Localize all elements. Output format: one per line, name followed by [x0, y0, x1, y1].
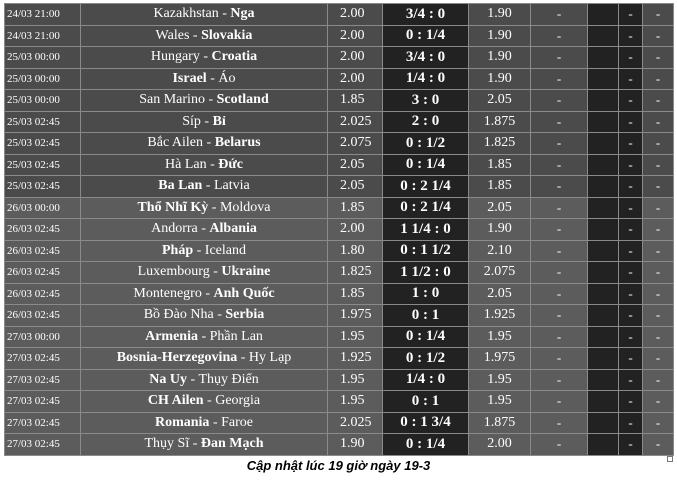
home-team: Na Uy — [149, 371, 188, 387]
team-separator: - — [200, 113, 213, 129]
empty-cell: - — [531, 412, 588, 434]
empty-cell: - — [643, 412, 674, 434]
empty-cell: - — [643, 283, 674, 305]
home-team: Israel — [172, 70, 207, 86]
away-team: Faroe — [221, 414, 253, 430]
table-row — [5, 283, 674, 305]
match-time: 27/03 00:00 — [5, 326, 81, 348]
home-team: Andorra — [151, 221, 198, 237]
away-odds: 1.90 — [469, 4, 531, 26]
empty-cell-dark — [588, 154, 619, 176]
empty-cell: - — [619, 154, 643, 176]
empty-cell-dark — [588, 4, 619, 26]
away-odds: 1.85 — [469, 154, 531, 176]
match-time: 25/03 00:00 — [5, 47, 81, 69]
home-odds: 2.00 — [328, 219, 383, 241]
table-row — [5, 369, 674, 391]
empty-cell-dark — [588, 348, 619, 370]
home-odds: 2.00 — [328, 68, 383, 90]
empty-cell-dark — [588, 305, 619, 327]
away-odds: 2.075 — [469, 262, 531, 284]
empty-cell: - — [643, 391, 674, 413]
team-separator: - — [193, 242, 205, 258]
away-team: Croatia — [211, 49, 258, 65]
empty-cell: - — [619, 369, 643, 391]
empty-cell: - — [643, 68, 674, 90]
empty-cell-dark — [588, 434, 619, 456]
away-odds: 1.85 — [469, 176, 531, 198]
team-separator: - — [199, 49, 212, 65]
home-odds: 2.05 — [328, 154, 383, 176]
away-odds: 2.00 — [469, 434, 531, 456]
table-row — [5, 305, 674, 327]
away-team: Nga — [230, 6, 255, 22]
home-team: Síp — [182, 113, 201, 129]
empty-cell: - — [619, 133, 643, 155]
away-odds: 1.925 — [469, 305, 531, 327]
team-separator: - — [203, 135, 215, 151]
handicap: 1/4 : 0 — [383, 68, 469, 90]
empty-cell: - — [619, 90, 643, 112]
home-team: Thụy Sĩ — [144, 436, 190, 452]
home-team: Hà Lan — [165, 156, 207, 172]
home-odds: 1.95 — [328, 391, 383, 413]
empty-cell: - — [619, 176, 643, 198]
match-time: 27/03 02:45 — [5, 391, 81, 413]
home-odds: 1.95 — [328, 369, 383, 391]
match-teams — [81, 176, 328, 198]
empty-cell: - — [619, 47, 643, 69]
empty-cell: - — [531, 68, 588, 90]
table-row — [5, 197, 674, 219]
team-separator: - — [209, 264, 222, 280]
away-team: Albania — [209, 221, 257, 237]
away-odds: 1.90 — [469, 47, 531, 69]
table-row — [5, 47, 674, 69]
odds-table — [4, 3, 674, 456]
empty-cell: - — [619, 68, 643, 90]
match-teams — [81, 369, 328, 391]
team-separator: - — [197, 221, 210, 237]
table-row — [5, 262, 674, 284]
empty-cell: - — [531, 219, 588, 241]
handicap: 0 : 1 — [383, 305, 469, 327]
handicap: 1 1/4 : 0 — [383, 219, 469, 241]
match-time: 27/03 02:45 — [5, 369, 81, 391]
table-row — [5, 326, 674, 348]
empty-cell: - — [531, 262, 588, 284]
handicap: 0 : 1 3/4 — [383, 412, 469, 434]
empty-cell: - — [531, 391, 588, 413]
handicap: 1 : 0 — [383, 283, 469, 305]
match-time: 26/03 02:45 — [5, 240, 81, 262]
away-odds: 1.90 — [469, 25, 531, 47]
table-row — [5, 240, 674, 262]
home-odds: 1.90 — [328, 434, 383, 456]
match-teams — [81, 133, 328, 155]
empty-cell-dark — [588, 283, 619, 305]
table-row — [5, 111, 674, 133]
empty-cell: - — [531, 305, 588, 327]
handicap: 1/4 : 0 — [383, 369, 469, 391]
empty-cell: - — [619, 305, 643, 327]
handicap: 3/4 : 0 — [383, 47, 469, 69]
team-separator: - — [202, 178, 214, 194]
table-row — [5, 391, 674, 413]
match-teams — [81, 262, 328, 284]
home-odds: 1.825 — [328, 262, 383, 284]
empty-cell: - — [619, 4, 643, 26]
match-teams — [81, 434, 328, 456]
empty-cell: - — [619, 240, 643, 262]
empty-cell: - — [643, 197, 674, 219]
home-team: Pháp — [162, 242, 194, 258]
match-teams — [81, 154, 328, 176]
match-time: 25/03 02:45 — [5, 176, 81, 198]
match-time: 24/03 21:00 — [5, 4, 81, 26]
handicap: 0 : 1/2 — [383, 133, 469, 155]
match-time: 24/03 21:00 — [5, 25, 81, 47]
empty-cell: - — [531, 154, 588, 176]
match-teams — [81, 283, 328, 305]
empty-cell: - — [531, 283, 588, 305]
match-teams — [81, 219, 328, 241]
empty-cell: - — [619, 434, 643, 456]
empty-cell: - — [619, 262, 643, 284]
handicap: 1 1/2 : 0 — [383, 262, 469, 284]
empty-cell: - — [531, 434, 588, 456]
home-team: Montenegro — [133, 285, 202, 301]
away-odds: 2.05 — [469, 283, 531, 305]
team-separator: - — [237, 350, 249, 366]
home-team: Bosnia-Herzegovina — [116, 350, 238, 366]
empty-cell-dark — [588, 47, 619, 69]
away-team: Hy Lạp — [248, 350, 292, 366]
home-team: Ba Lan — [158, 178, 203, 194]
home-team: San Marino — [139, 92, 205, 108]
empty-cell-dark — [588, 412, 619, 434]
match-teams — [81, 197, 328, 219]
empty-cell-dark — [588, 111, 619, 133]
empty-cell: - — [643, 240, 674, 262]
empty-cell-dark — [588, 240, 619, 262]
away-team: Belarus — [214, 135, 261, 151]
away-team: Áo — [218, 70, 236, 86]
handicap: 3/4 : 0 — [383, 4, 469, 26]
empty-cell: - — [619, 412, 643, 434]
match-teams — [81, 240, 328, 262]
match-time: 25/03 00:00 — [5, 90, 81, 112]
empty-cell: - — [643, 262, 674, 284]
empty-cell-dark — [588, 219, 619, 241]
odds-table-body — [5, 4, 674, 456]
away-odds: 1.90 — [469, 68, 531, 90]
home-odds: 2.075 — [328, 133, 383, 155]
empty-cell: - — [531, 90, 588, 112]
match-time: 26/03 02:45 — [5, 283, 81, 305]
match-teams — [81, 25, 328, 47]
empty-cell: - — [619, 348, 643, 370]
empty-cell-dark — [588, 176, 619, 198]
match-teams — [81, 68, 328, 90]
match-teams — [81, 90, 328, 112]
empty-cell: - — [531, 25, 588, 47]
empty-cell-dark — [588, 391, 619, 413]
empty-cell: - — [531, 326, 588, 348]
handicap: 0 : 2 1/4 — [383, 197, 469, 219]
away-team: Đan Mạch — [200, 436, 264, 452]
home-odds: 2.025 — [328, 412, 383, 434]
away-odds: 1.90 — [469, 219, 531, 241]
away-team: Moldova — [219, 199, 271, 215]
away-team: Latvia — [213, 178, 250, 194]
away-odds: 1.825 — [469, 133, 531, 155]
home-odds: 2.00 — [328, 25, 383, 47]
team-separator: - — [187, 371, 199, 387]
home-odds: 2.00 — [328, 4, 383, 26]
empty-cell: - — [531, 240, 588, 262]
table-row — [5, 219, 674, 241]
empty-cell: - — [643, 133, 674, 155]
away-odds: 1.95 — [469, 369, 531, 391]
empty-cell: - — [619, 326, 643, 348]
away-team: Đức — [218, 156, 243, 172]
home-team: Luxembourg — [137, 264, 210, 280]
home-odds: 1.95 — [328, 326, 383, 348]
empty-cell: - — [531, 197, 588, 219]
home-team: Armenia — [145, 328, 198, 344]
match-time: 25/03 02:45 — [5, 133, 81, 155]
home-team: Romania — [154, 414, 210, 430]
update-note: Cập nhật lúc 19 giờ ngày 19-3 — [246, 458, 431, 473]
away-team: Thụy Điển — [198, 371, 259, 387]
home-odds: 1.80 — [328, 240, 383, 262]
home-odds: 1.975 — [328, 305, 383, 327]
empty-cell: - — [531, 348, 588, 370]
team-separator: - — [209, 414, 222, 430]
home-team: Kazakhstan — [153, 6, 219, 22]
team-separator: - — [203, 393, 216, 409]
empty-cell: - — [643, 90, 674, 112]
away-team: Serbia — [225, 307, 265, 323]
team-separator: - — [213, 307, 226, 323]
away-odds: 1.975 — [469, 348, 531, 370]
away-team: Slovakia — [201, 27, 253, 43]
empty-cell: - — [643, 348, 674, 370]
empty-cell: - — [619, 391, 643, 413]
home-odds: 2.00 — [328, 47, 383, 69]
handicap: 0 : 1/4 — [383, 25, 469, 47]
match-time: 26/03 00:00 — [5, 197, 81, 219]
empty-cell: - — [643, 219, 674, 241]
match-time: 25/03 00:00 — [5, 68, 81, 90]
empty-cell-dark — [588, 25, 619, 47]
away-odds: 1.95 — [469, 326, 531, 348]
empty-cell: - — [531, 47, 588, 69]
team-separator: - — [206, 70, 219, 86]
away-team: Iceland — [204, 242, 246, 258]
table-row — [5, 68, 674, 90]
empty-cell: - — [643, 305, 674, 327]
table-row — [5, 154, 674, 176]
empty-cell: - — [531, 133, 588, 155]
match-time: 25/03 02:45 — [5, 111, 81, 133]
table-resize-handle — [667, 456, 673, 462]
home-odds: 2.025 — [328, 111, 383, 133]
home-team: Wales — [155, 27, 190, 43]
team-separator: - — [189, 436, 201, 452]
empty-cell: - — [619, 111, 643, 133]
home-odds: 1.85 — [328, 197, 383, 219]
home-odds: 1.85 — [328, 283, 383, 305]
match-time: 26/03 02:45 — [5, 219, 81, 241]
empty-cell-dark — [588, 369, 619, 391]
match-time: 27/03 02:45 — [5, 434, 81, 456]
home-odds: 1.925 — [328, 348, 383, 370]
away-team: Georgia — [215, 393, 261, 409]
home-team: Hungary — [150, 49, 200, 65]
away-odds: 2.05 — [469, 90, 531, 112]
handicap: 0 : 1/4 — [383, 326, 469, 348]
away-odds: 1.875 — [469, 412, 531, 434]
empty-cell: - — [643, 47, 674, 69]
handicap: 3 : 0 — [383, 90, 469, 112]
table-row — [5, 176, 674, 198]
away-team: Scotland — [216, 92, 269, 108]
empty-cell: - — [643, 4, 674, 26]
empty-cell: - — [643, 326, 674, 348]
table-row — [5, 133, 674, 155]
empty-cell: - — [643, 154, 674, 176]
home-team: Bắc Ailen — [147, 135, 204, 151]
team-separator: - — [201, 285, 214, 301]
empty-cell: - — [619, 283, 643, 305]
table-row — [5, 90, 674, 112]
empty-cell: - — [643, 369, 674, 391]
away-odds: 1.875 — [469, 111, 531, 133]
away-odds: 2.10 — [469, 240, 531, 262]
match-time: 26/03 02:45 — [5, 262, 81, 284]
match-time: 27/03 02:45 — [5, 412, 81, 434]
empty-cell: - — [531, 176, 588, 198]
match-teams — [81, 305, 328, 327]
home-team: Thổ Nhĩ Kỳ — [137, 199, 209, 215]
empty-cell-dark — [588, 262, 619, 284]
team-separator: - — [197, 328, 210, 344]
empty-cell: - — [531, 111, 588, 133]
empty-cell-dark — [588, 133, 619, 155]
away-team: Anh Quốc — [213, 285, 275, 301]
match-teams — [81, 326, 328, 348]
empty-cell: - — [643, 434, 674, 456]
empty-cell-dark — [588, 68, 619, 90]
empty-cell-dark — [588, 197, 619, 219]
table-row — [5, 348, 674, 370]
empty-cell: - — [643, 25, 674, 47]
empty-cell: - — [531, 369, 588, 391]
away-team: Phần Lan — [209, 328, 263, 344]
table-row — [5, 25, 674, 47]
team-separator: - — [206, 156, 219, 172]
empty-cell: - — [531, 4, 588, 26]
home-team: CH Ailen — [147, 393, 204, 409]
handicap: 0 : 1 1/2 — [383, 240, 469, 262]
away-team: Bỉ — [212, 113, 226, 129]
empty-cell: - — [619, 219, 643, 241]
team-separator: - — [208, 199, 220, 215]
match-time: 26/03 02:45 — [5, 305, 81, 327]
handicap: 0 : 1/2 — [383, 348, 469, 370]
empty-cell: - — [643, 176, 674, 198]
match-time: 25/03 02:45 — [5, 154, 81, 176]
match-teams — [81, 4, 328, 26]
handicap: 2 : 0 — [383, 111, 469, 133]
team-separator: - — [204, 92, 217, 108]
away-team: Ukraine — [221, 264, 271, 280]
table-row — [5, 4, 674, 26]
team-separator: - — [189, 27, 202, 43]
away-odds: 2.05 — [469, 197, 531, 219]
match-teams — [81, 391, 328, 413]
table-row — [5, 412, 674, 434]
empty-cell: - — [643, 111, 674, 133]
empty-cell: - — [619, 197, 643, 219]
handicap: 0 : 1 — [383, 391, 469, 413]
empty-cell-dark — [588, 326, 619, 348]
match-teams — [81, 111, 328, 133]
away-odds: 1.95 — [469, 391, 531, 413]
handicap: 0 : 2 1/4 — [383, 176, 469, 198]
match-time: 27/03 02:45 — [5, 348, 81, 370]
home-team: Bồ Đào Nha — [143, 307, 214, 323]
match-teams — [81, 348, 328, 370]
team-separator: - — [218, 6, 231, 22]
home-odds: 2.05 — [328, 176, 383, 198]
table-row — [5, 434, 674, 456]
match-teams — [81, 47, 328, 69]
match-teams — [81, 412, 328, 434]
empty-cell: - — [619, 25, 643, 47]
empty-cell-dark — [588, 90, 619, 112]
handicap: 0 : 1/4 — [383, 434, 469, 456]
home-odds: 1.85 — [328, 90, 383, 112]
handicap: 0 : 1/4 — [383, 154, 469, 176]
